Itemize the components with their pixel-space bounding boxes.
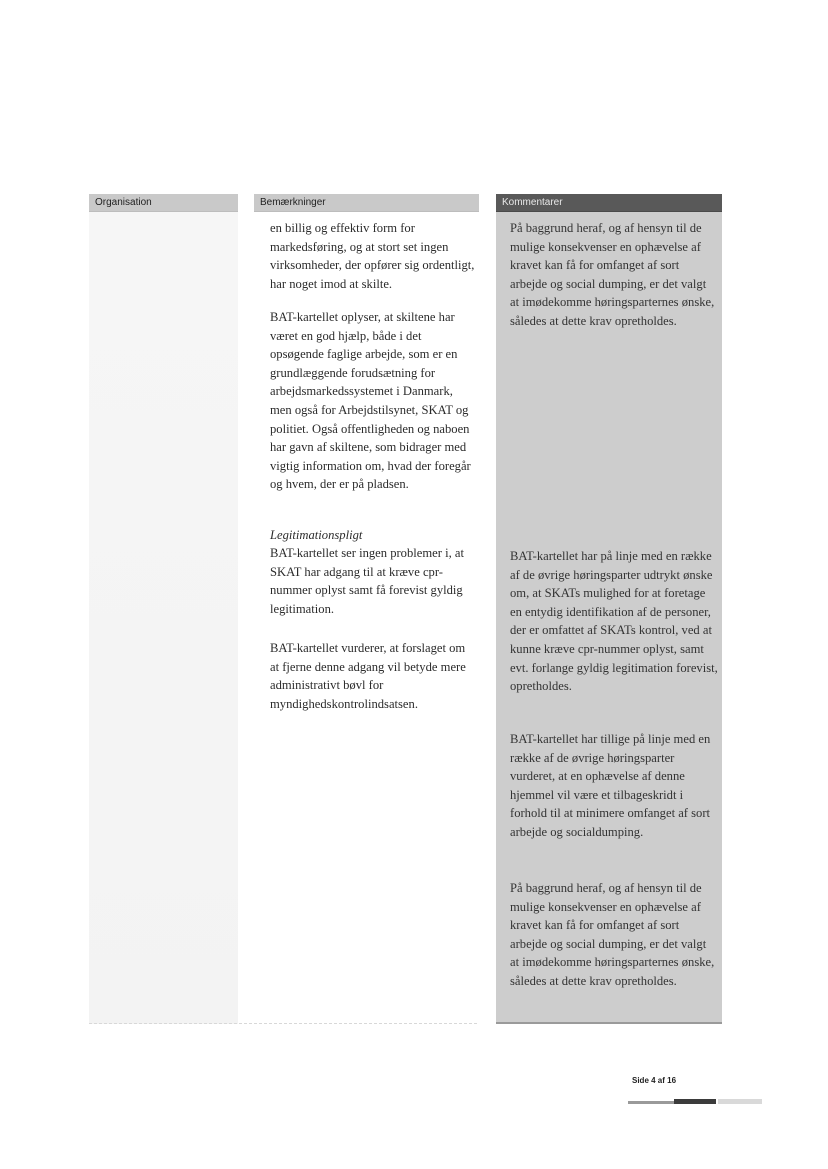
bemaerkninger-column <box>254 194 479 1024</box>
bemaerkning-paragraph: en billig og effektiv form for markedsføring, og at stort set ingen virksomheder, der opfører sig ordentligt, har noget imod at skilte. <box>270 221 475 291</box>
kommentar-paragraph: På baggrund heraf, og af hensyn til de mulige konsekvenser en ophævelse af kravet kan få for omfanget af sort arbejde og social dumping, er det valgt at imødekomme høringsparternes ønske, således at dette krav opretholdes. <box>510 221 715 328</box>
page-progress-remaining <box>718 1099 762 1104</box>
bemaerkning-paragraph: BAT-kartellet ser ingen problemer i, at SKAT har adgang til at kræve cpr-nummer oplyst samt få forevist gyldig legitimation. <box>270 546 464 616</box>
organisation-header: Organisation <box>89 194 238 212</box>
organisation-body <box>89 212 238 1024</box>
kommentar-paragraph: BAT-kartellet har på linje med en række af de øvrige høringsparter udtrykt ønske om, at SKATs mulighed for at foretage en entydig identifikation af de personer, der er omfattet af SKATs kontrol, ved at kunne kræve cpr-nummer oplyst, samt evt. forlange gyldig legitimation forevist, opretholdes. <box>510 549 718 694</box>
bemaerkninger-header: Bemærkninger <box>254 194 479 212</box>
kommentarer-body <box>496 212 722 1024</box>
kommentarer-header: Kommentarer <box>496 194 722 212</box>
section-heading: Legitimationspligt <box>270 528 363 542</box>
table-bottom-rule <box>89 1023 479 1024</box>
page-progress-active <box>674 1099 716 1104</box>
kommentar-paragraph: På baggrund heraf, og af hensyn til de mulige konsekvenser en ophævelse af kravet kan få for omfanget af sort arbejde og social dumping, er det valgt at imødekomme høringsparternes ønske, således at dette krav opretholdes. <box>510 881 715 988</box>
kommentarer-column <box>496 194 722 1024</box>
bemaerkning-paragraph: BAT-kartellet vurderer, at forslaget om at fjerne denne adgang vil betyde mere administrativt bøvl for myndighedskontrolindsatsen. <box>270 641 466 711</box>
organisation-column <box>89 194 238 1024</box>
bemaerkning-paragraph: BAT-kartellet oplyser, at skiltene har været en god hjælp, både i det opsøgende faglige arbejde, som er en grundlæggende forudsætning for arbejdsmarkedssystemet i Danmark, men også for Arbejdstilsynet, SKAT og politiet. Også offentligheden og naboen har gavn af skiltene, som bidrager med vigtig information om, hvad der foregår og hvem, der er på pladsen. <box>270 310 471 492</box>
page-number: Side 4 af 16 <box>632 1076 677 1085</box>
kommentar-paragraph: BAT-kartellet har tillige på linje med en række af de øvrige høringsparter vurderet, at en ophævelse af denne hjemmel vil være et tilbageskridt i forhold til at minimere omfanget af sort arbejde og socialdumping. <box>510 732 711 839</box>
